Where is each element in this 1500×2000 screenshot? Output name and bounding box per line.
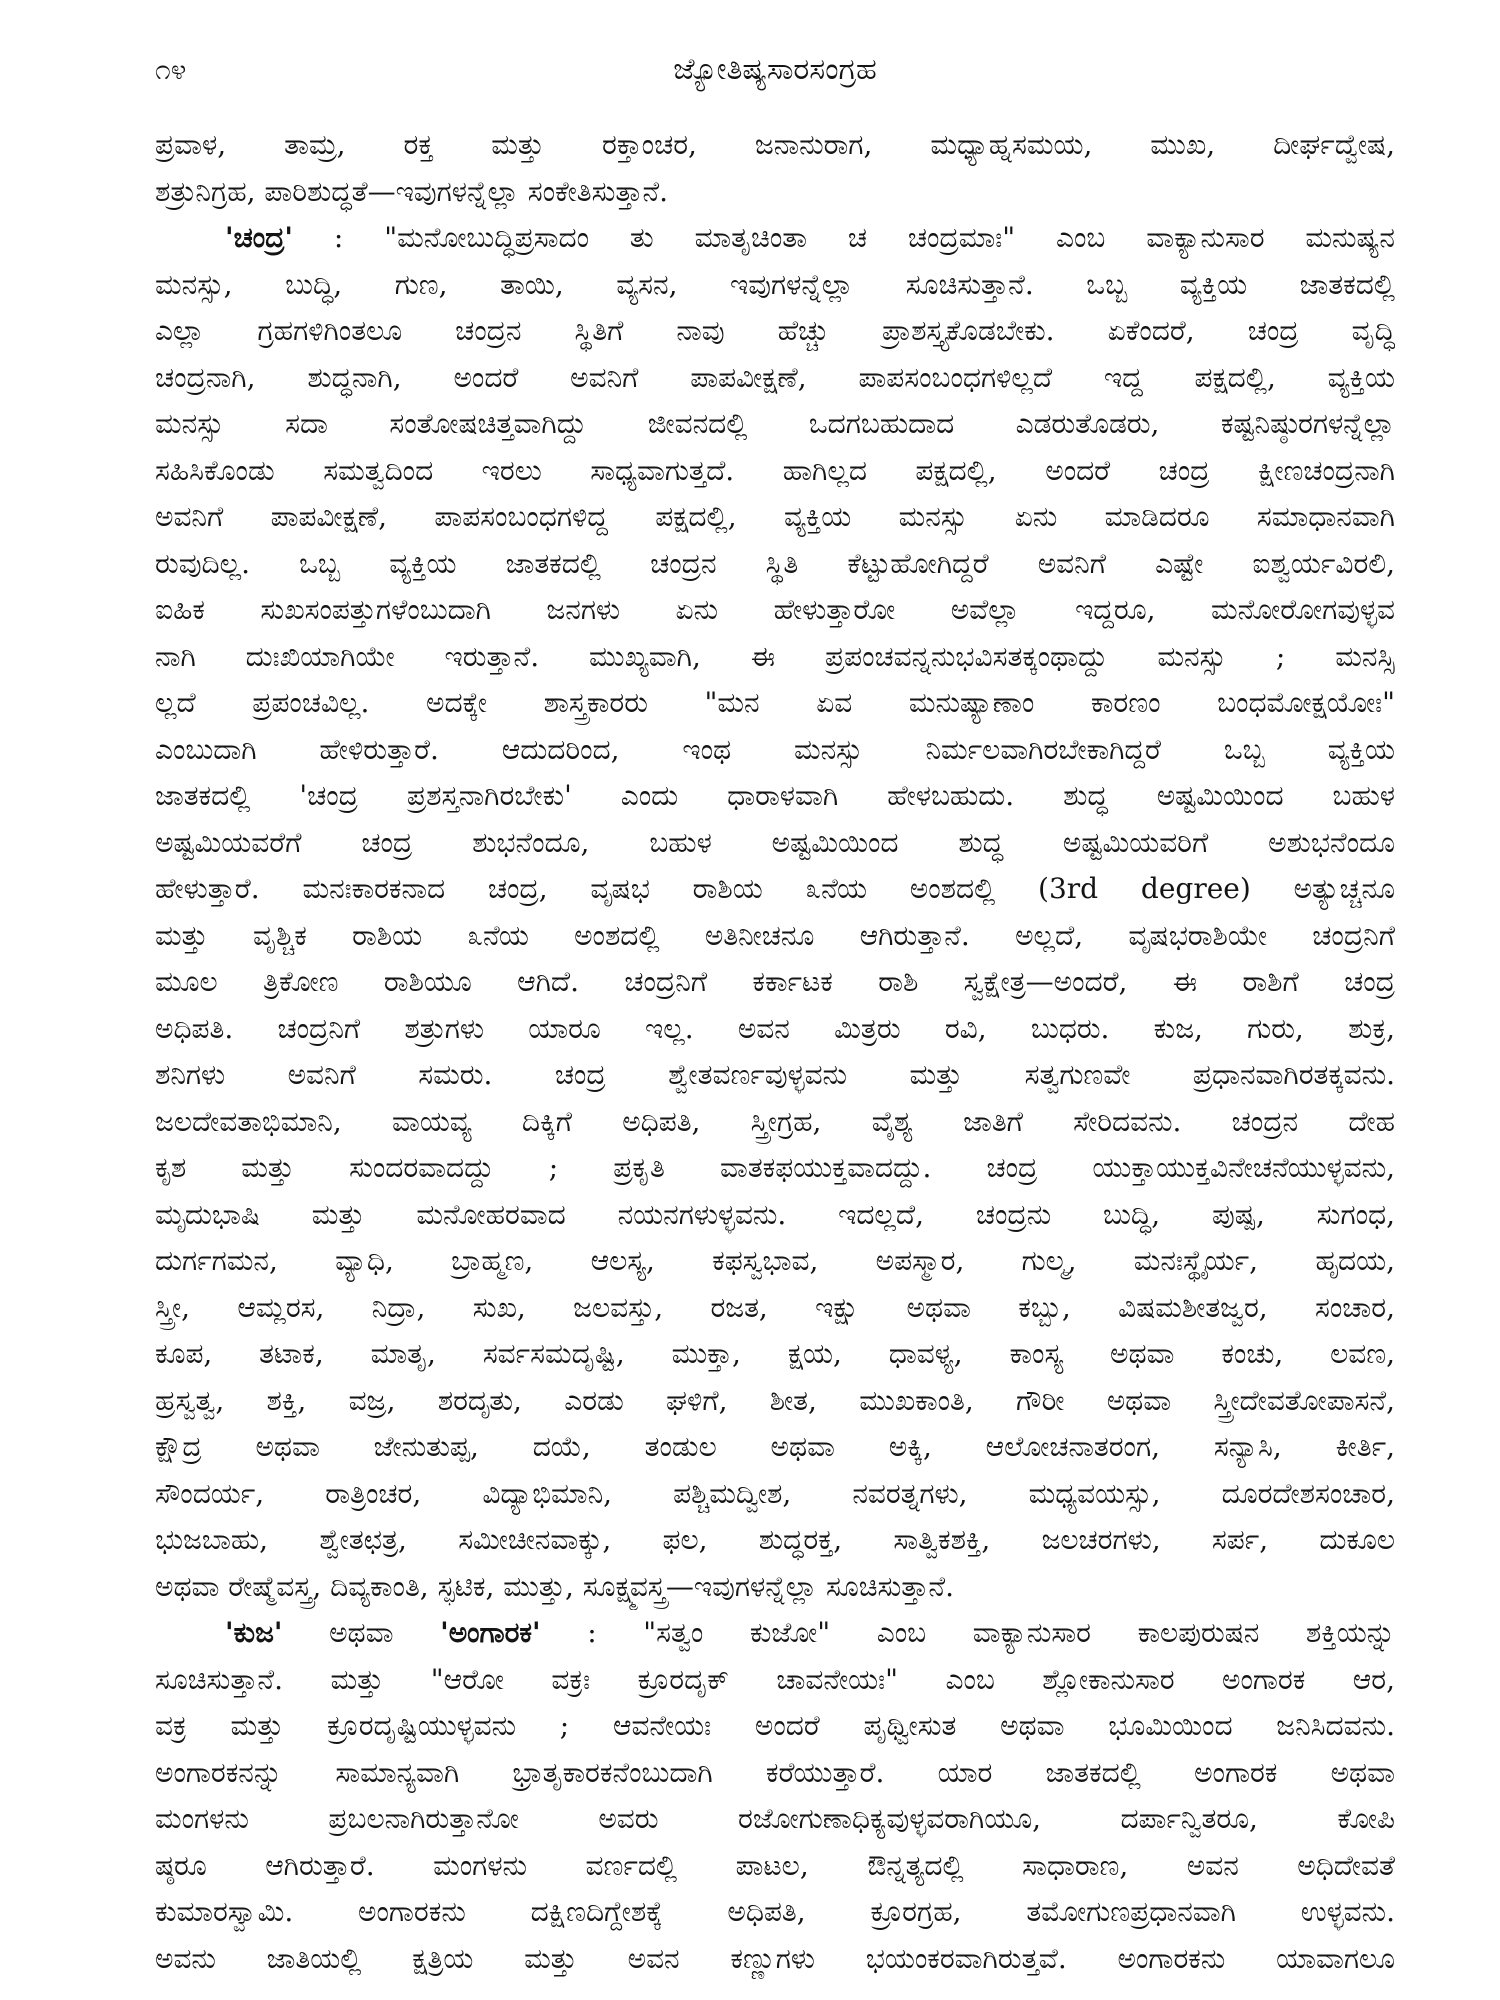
text-line: ಕ್ಷೌದ್ರ ಅಥವಾ ಜೇನುತುಪ್ಪ, ದಯೆ, ತಂಡುಲ ಅಥವಾ ಅಕ್ಕಿ, ಆಲೋಚನಾತರಂಗ, ಸನ್ಯಾಸಿ, ಕೀರ್ತಿ, (155, 1430, 1395, 1463)
text-line: ಲ್ಲದೆ ಪ್ರಪಂಚವಿಲ್ಲ. ಅದಕ್ಕೇ ಶಾಸ್ತ್ರಕಾರರು "ಮನ ಏವ ಮನುಷ್ಯಾಣಾಂ ಕಾರಣಂ ಬಂಧಮೋಕ್ಷಯೋಃ" (155, 686, 1395, 719)
text-line: ಮಂಗಳನು ಪ್ರಬಲನಾಗಿರುತ್ತಾನೋ ಅವರು ರಜೋಗುಣಾಧಿಕ್ಯವುಳ್ಳವರಾಗಿಯೂ, ದರ್ಪಾನ್ವಿತರೂ, ಕೋಪಿ (155, 1802, 1395, 1835)
heading-lead-text: : "ಸತ್ವಂ ಕುಜೋ" ಎಂಬ ವಾಕ್ಯಾನುಸಾರ ಕಾಲಪುರುಷನ ಶಕ್ತಿಯನ್ನು (540, 1616, 1395, 1649)
text-line: ಜಲದೇವತಾಭಿಮಾನಿ, ವಾಯವ್ಯ ದಿಕ್ಕಿಗೆ ಅಧಿಪತಿ, ಸ್ತ್ರೀಗ್ರಹ, ವೈಶ್ಯ ಜಾತಿಗೆ ಸೇರಿದವನು. ಚಂದ್ರನ ದೇಹ (155, 1104, 1395, 1138)
text-line: ಅವನು ಜಾತಿಯಲ್ಲಿ ಕ್ಷತ್ರಿಯ ಮತ್ತು ಅವನ ಕಣ್ಣುಗಳು ಭಯಂಕರವಾಗಿರುತ್ತವೆ. ಅಂಗಾರಕನು ಯಾವಾಗಲೂ (155, 1941, 1395, 1975)
text-line: ಷ್ಠರೂ ಆಗಿರುತ್ತಾರೆ. ಮಂಗಳನು ವರ್ಣದಲ್ಲಿ ಪಾಟಲ, ಔನ್ನತ್ಯದಲ್ಲಿ ಸಾಧಾರಾಣ, ಅವನ ಅಧಿದೇವತೆ (155, 1848, 1395, 1882)
text-line: ಐಹಿಕ ಸುಖಸಂಪತ್ತುಗಳೆಂಬುದಾಗಿ ಜನಗಳು ಏನು ಹೇಳುತ್ತಾರೋ ಅವೆಲ್ಲಾ ಇದ್ದರೂ, ಮನೋರೋಗವುಳ್ಳವ (155, 593, 1395, 626)
text-line: ಹ್ರಸ್ವತ್ವ, ಶಕ್ತಿ, ವಜ್ರ, ಶರದೃತು, ಎರಡು ಘಳಿಗೆ, ಶೀತ, ಮುಖಕಾಂತಿ, ಗೌರೀ ಅಥವಾ ಸ್ತ್ರೀದೇವತೋಪಾಸನೆ, (155, 1383, 1395, 1417)
text-line: ಅಷ್ಟಮಿಯವರೆಗೆ ಚಂದ್ರ ಶುಭನೆಂದೂ, ಬಹುಳ ಅಷ್ಟಮಿಯಿಂದ ಶುದ್ಧ ಅಷ್ಟಮಿಯವರಿಗೆ ಅಶುಭನೆಂದೂ (155, 825, 1395, 859)
section-heading-angaraka: 'ಅಂಗಾರಕ' (440, 1616, 541, 1649)
text-line: ಪ್ರವಾಳ, ತಾಮ್ರ, ರಕ್ತ ಮತ್ತು ರಕ್ತಾಂಚರ, ಜನಾನುರಾಗ, ಮಧ್ಯಾಹ್ನಸಮಯ, ಮುಖ, ದೀರ್ಘದ್ವೇಷ, (155, 128, 1395, 161)
running-header (155, 46, 1395, 94)
text-line: ಮನಸ್ಸು, ಬುದ್ಧಿ, ಗುಣ, ತಾಯಿ, ವ್ಯಸನ, ಇವುಗಳನ್ನೆಲ್ಲಾ ಸೂಚಿಸುತ್ತಾನೆ. ಒಬ್ಬ ವ್ಯಕ್ತಿಯ ಜಾತಕದಲ್ಲಿ (155, 267, 1395, 301)
paragraph-first-line (155, 1610, 1395, 1657)
page-number: ೧೪ (155, 53, 187, 86)
body-text (155, 122, 1395, 1982)
text-line: ಎಲ್ಲಾ ಗ್ರಹಗಳಿಗಿಂತಲೂ ಚಂದ್ರನ ಸ್ಥಿತಿಗೆ ನಾವು ಹೆಚ್ಚು ಪ್ರಾಶಸ್ತ್ಯಕೊಡಬೇಕು. ಏಕೆಂದರೆ, ಚಂದ್ರ ವೃದ್ಧಿ (155, 314, 1395, 347)
heading-lead-text: : "ಮನೋಬುದ್ಧಿಪ್ರಸಾದಂ ತು ಮಾತೃಚಿಂತಾ ಚ ಚಂದ್ರಮಾಃ" ಎಂಬ ವಾಕ್ಯಾನುಸಾರ ಮನುಷ್ಯನ (293, 221, 1395, 254)
text-line: ನಾಗಿ ದುಃಖಿಯಾಗಿಯೇ ಇರುತ್ತಾನೆ. ಮುಖ್ಯವಾಗಿ, ಈ ಪ್ರಪಂಚವನ್ನನುಭವಿಸತಕ್ಕಂಥಾದ್ದು ಮನಸ್ಸು ; ಮನಸ್ಸಿ (155, 639, 1395, 673)
text-line: ಸಹಿಸಿಕೊಂಡು ಸಮತ್ವದಿಂದ ಇರಲು ಸಾಧ್ಯವಾಗುತ್ತದೆ. ಹಾಗಿಲ್ಲದ ಪಕ್ಷದಲ್ಲಿ, ಅಂದರೆ ಚಂದ್ರ ಕ್ಷೀಣಚಂದ್ರನಾಗಿ (155, 453, 1395, 487)
running-title: ಜ್ಯೋತಿಷ್ಯಸಾರಸಂಗ್ರಹ (673, 52, 877, 87)
section-heading-chandra: 'ಚಂದ್ರ' (225, 221, 293, 254)
text-line: ಚಂದ್ರನಾಗಿ, ಶುದ್ಧನಾಗಿ, ಅಂದರೆ ಅವನಿಗೆ ಪಾಪವೀಕ್ಷಣೆ, ಪಾಪಸಂಬಂಧಗಳಿಲ್ಲದೆ ಇದ್ದ ಪಕ್ಷದಲ್ಲಿ, ವ್ಯಕ್ತಿಯ (155, 360, 1395, 394)
text-line: ಜಾತಕದಲ್ಲಿ 'ಚಂದ್ರ ಪ್ರಶಸ್ತನಾಗಿರಬೇಕು' ಎಂದು ಧಾರಾಳವಾಗಿ ಹೇಳಬಹುದು. ಶುದ್ಧ ಅಷ್ಟಮಿಯಿಂದ ಬಹುಳ (155, 779, 1395, 812)
text-line: ವಕ್ರ ಮತ್ತು ಕ್ರೂರದೃಷ್ಟಿಯುಳ್ಳವನು ; ಆವನೇಯಃ ಅಂದರೆ ಪೃಥ್ವೀಸುತ ಅಥವಾ ಭೂಮಿಯಿಂದ ಜನಿಸಿದವನು. (155, 1709, 1395, 1742)
section-heading-kuja: 'ಕುಜ' (225, 1616, 283, 1649)
text-line: ಸ್ತ್ರೀ, ಆಮ್ಲರಸ, ನಿದ್ರಾ, ಸುಖ, ಜಲವಸ್ತು, ರಜತ, ಇಕ್ಷು ಅಥವಾ ಕಬ್ಬು, ವಿಷಮಶೀತಜ್ವರ, ಸಂಚಾರ, (155, 1290, 1395, 1324)
text-line: ಮೃದುಭಾಷಿ ಮತ್ತು ಮನೋಹರವಾದ ನಯನಗಳುಳ್ಳವನು. ಇದಲ್ಲದೆ, ಚಂದ್ರನು ಬುದ್ಧಿ, ಪುಷ್ಪ, ಸುಗಂಧ, (155, 1197, 1395, 1231)
text-line: ಅಥವಾ ರೇಷ್ಮೆವಸ್ತ್ರ, ದಿವ್ಯಕಾಂತಿ, ಸ್ಫಟಿಕ, ಮುತ್ತು, ಸೂಕ್ಷ್ಮವಸ್ತ್ರ—ಇವುಗಳನ್ನೆಲ್ಲಾ ಸೂಚಿಸುತ್ತಾನೆ. (155, 1569, 954, 1603)
text-line: ಹೇಳುತ್ತಾರೆ. ಮನಃಕಾರಕನಾದ ಚಂದ್ರ, ವೃಷಭ ರಾಶಿಯ ೩ನೆಯ ಅಂಶದಲ್ಲಿ (3rd degree) ಅತ್ಯುಚ್ಚನೂ (155, 872, 1395, 905)
text-line: ಅಧಿಪತಿ. ಚಂದ್ರನಿಗೆ ಶತ್ರುಗಳು ಯಾರೂ ಇಲ್ಲ. ಅವನ ಮಿತ್ರರು ರವಿ, ಬುಧರು. ಕುಜ, ಗುರು, ಶುಕ್ರ, (155, 1011, 1395, 1045)
text-line: ಶನಿಗಳು ಅವನಿಗೆ ಸಮರು. ಚಂದ್ರ ಶ್ವೇತವರ್ಣವುಳ್ಳವನು ಮತ್ತು ಸತ್ವಗುಣವೇ ಪ್ರಧಾನವಾಗಿರತಕ್ಕವನು. (155, 1058, 1395, 1091)
text-line: ಮನಸ್ಸು ಸದಾ ಸಂತೋಷಚಿತ್ತವಾಗಿದ್ದು ಜೀವನದಲ್ಲಿ ಒದಗಬಹುದಾದ ಎಡರುತೊಡರು, ಕಷ್ಟನಿಷ್ಠುರಗಳನ್ನೆಲ್ಲಾ (155, 407, 1395, 440)
text-line: ಅವನಿಗೆ ಪಾಪವೀಕ್ಷಣೆ, ಪಾಪಸಂಬಂಧಗಳಿದ್ದ ಪಕ್ಷದಲ್ಲಿ, ವ್ಯಕ್ತಿಯ ಮನಸ್ಸು ಏನು ಮಾಡಿದರೂ ಸಮಾಧಾನವಾಗಿ (155, 500, 1395, 533)
text-line: ಅಂಗಾರಕನನ್ನು ಸಾಮಾನ್ಯವಾಗಿ ಭ್ರಾತೃಕಾರಕನೆಂಬುದಾಗಿ ಕರೆಯುತ್ತಾರೆ. ಯಾರ ಜಾತಕದಲ್ಲಿ ಅಂಗಾರಕ ಅಥವಾ (155, 1755, 1395, 1789)
text-line: ಕೃಶ ಮತ್ತು ಸುಂದರವಾದದ್ದು ; ಪ್ರಕೃತಿ ವಾತಕಫಯುಕ್ತವಾದದ್ದು. ಚಂದ್ರ ಯುಕ್ತಾಯುಕ್ತವಿನೇಚನೆಯುಳ್ಳವನು, (155, 1151, 1395, 1184)
text-line: ಸೌಂದರ್ಯ, ರಾತ್ರಿಂಚರ, ವಿದ್ಯಾಭಿಮಾನಿ, ಪಶ್ಚಿಮದ್ವೀಶ, ನವರತ್ನಗಳು, ಮಧ್ಯವಯಸ್ಸು, ದೂರದೇಶಸಂಚಾರ, (155, 1476, 1395, 1510)
text-line: ಮತ್ತು ವೃಶ್ಚಿಕ ರಾಶಿಯ ೩ನೆಯ ಅಂಶದಲ್ಲಿ ಅತಿನೀಚನೂ ಆಗಿರುತ್ತಾನೆ. ಅಲ್ಲದೆ, ವೃಷಭರಾಶಿಯೇ ಚಂದ್ರನಿಗೆ (155, 918, 1395, 952)
text-line: ಸೂಚಿಸುತ್ತಾನೆ. ಮತ್ತು "ಆರೋ ವಕ್ರಃ ಕ್ರೂರದೃಕ್ ಚಾವನೇಯಃ" ಎಂಬ ಶ್ಲೋಕಾನುಸಾರ ಅಂಗಾರಕ ಆರ, (155, 1662, 1395, 1696)
text-line: ಕುಮಾರಸ್ವಾಮಿ. ಅಂಗಾರಕನು ದಕ್ಷಿಣದಿಗ್ದೇಶಕ್ಕೆ ಅಧಿಪತಿ, ಕ್ರೂರಗ್ರಹ, ತಮೋಗುಣಪ್ರಧಾನವಾಗಿ ಉಳ್ಳವನು. (155, 1895, 1395, 1928)
paragraph-first-line (155, 215, 1395, 262)
text-line: ಶತ್ರುನಿಗ್ರಹ, ಪಾರಿಶುದ್ಧತೆ—ಇವುಗಳನ್ನೆಲ್ಲಾ ಸಂಕೇತಿಸುತ್ತಾನೆ. (155, 174, 669, 208)
text-line: ಮೂಲ ತ್ರಿಕೋಣ ರಾಶಿಯೂ ಆಗಿದೆ. ಚಂದ್ರನಿಗೆ ಕರ್ಕಾಟಕ ರಾಶಿ ಸ್ವಕ್ಷೇತ್ರ—ಅಂದರೆ, ಈ ರಾಶಿಗೆ ಚಂದ್ರ (155, 965, 1395, 998)
heading-connector: ಅಥವಾ (282, 1616, 441, 1649)
text-line: ದುರ್ಗಗಮನ, ವ್ಯಾಧಿ, ಬ್ರಾಹ್ಮಣ, ಆಲಸ್ಯ, ಕಫಸ್ವಭಾವ, ಅಪಸ್ಮಾರ, ಗುಲ್ಮ, ಮನಃಸ್ಥೈರ್ಯ, ಹೃದಯ, (155, 1244, 1395, 1277)
text-line: ಕೂಪ, ತಟಾಕ, ಮಾತೃ, ಸರ್ವಸಮದೃಷ್ಟಿ, ಮುಕ್ತಾ, ಕ್ಷಯ, ಧಾವಳ್ಯ, ಕಾಂಸ್ಯ ಅಥವಾ ಕಂಚು, ಲವಣ, (155, 1337, 1395, 1370)
text-line: ಭುಜಬಾಹು, ಶ್ವೇತಛತ್ರ, ಸಮೀಚೀನವಾಕ್ಕು, ಫಲ, ಶುದ್ಧರಕ್ತ, ಸಾತ್ವಿಕಶಕ್ತಿ, ಜಲಚರಗಳು, ಸರ್ಪ, ದುಕೂಲ (155, 1523, 1395, 1556)
text-line: ರುವುದಿಲ್ಲ. ಒಬ್ಬ ವ್ಯಕ್ತಿಯ ಜಾತಕದಲ್ಲಿ ಚಂದ್ರನ ಸ್ಥಿತಿ ಕೆಟ್ಟುಹೋಗಿದ್ದರೆ ಅವನಿಗೆ ಎಷ್ಟೇ ಐಶ್ವರ್ಯವಿರಲಿ, (155, 546, 1395, 580)
text-line: ಎಂಬುದಾಗಿ ಹೇಳಿರುತ್ತಾರೆ. ಆದುದರಿಂದ, ಇಂಥ ಮನಸ್ಸು ನಿರ್ಮಲವಾಗಿರಬೇಕಾಗಿದ್ದರೆ ಒಬ್ಬ ವ್ಯಕ್ತಿಯ (155, 732, 1395, 766)
